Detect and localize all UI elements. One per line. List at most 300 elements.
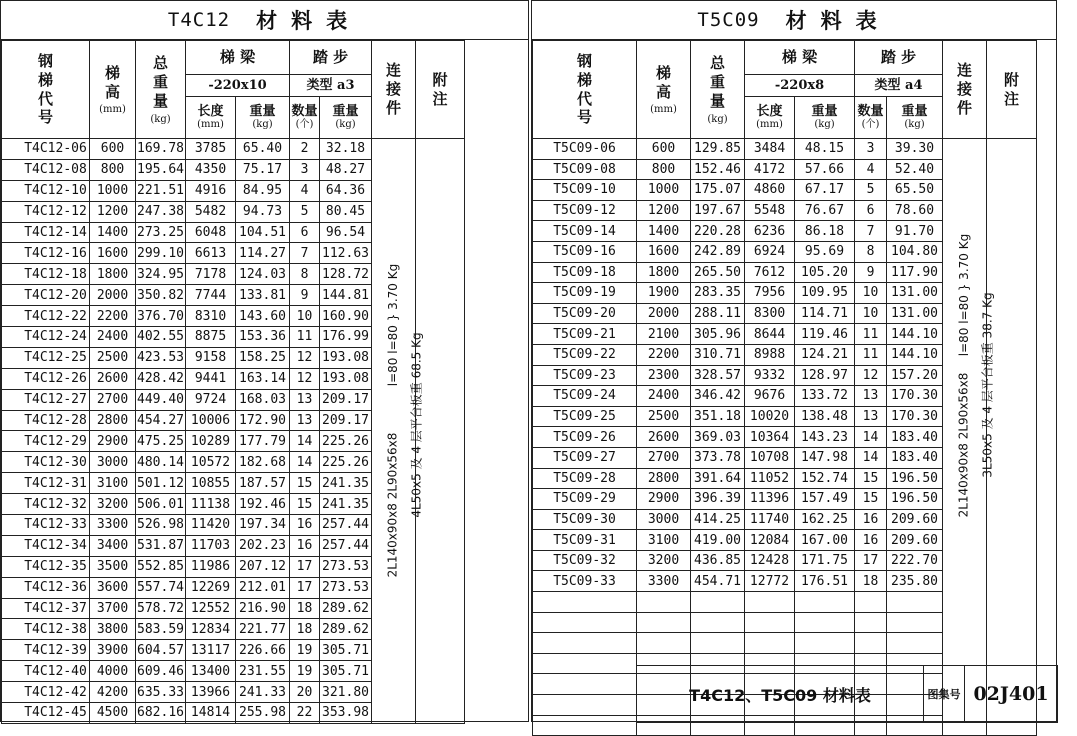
stair-code-cell: T4C12-12 [2,201,90,222]
value-cell: 310.71 [691,344,745,365]
value-cell: 1400 [637,221,691,242]
value-cell: 4500 [90,703,136,724]
value-cell: 209.60 [887,509,943,530]
col-steel-code-header [2,41,90,139]
value-cell: 160.90 [320,306,372,327]
value-cell: 94.73 [236,201,290,222]
value-cell: 158.25 [236,347,290,368]
value-cell: 3484 [745,139,795,160]
value-cell: 67.17 [795,180,855,201]
stair-code-cell: T4C12-24 [2,327,90,348]
value-cell: 163.14 [236,368,290,389]
value-cell: 2400 [90,327,136,348]
value-cell: 112.63 [320,243,372,264]
value-cell [691,633,745,654]
value-cell: 600 [90,139,136,160]
value-cell: 10006 [186,410,236,431]
value-cell: 17 [290,556,320,577]
note-header-char: 附 [432,70,448,89]
value-cell: 3300 [90,515,136,536]
beam-spec: -220x10 [186,75,290,97]
value-cell: 114.27 [236,243,290,264]
value-cell: 2400 [637,386,691,407]
value-cell: 76.67 [795,200,855,221]
value-cell: 273.53 [320,577,372,598]
value-cell [795,633,855,654]
value-cell: 7744 [186,285,236,306]
value-cell: 7956 [745,283,795,304]
stair-code-cell: T4C12-22 [2,306,90,327]
value-cell: 183.40 [887,427,943,448]
value-cell: 4000 [90,661,136,682]
left-material-table-panel [0,0,529,722]
beam-length-header-label: 长度 [756,104,783,119]
total-weight-header [710,54,725,110]
value-cell: 8644 [745,324,795,345]
stair-code-cell: T4C12-39 [2,640,90,661]
value-cell: 289.62 [320,619,372,640]
connector-spec-text: 2L140x90x8 2L90x56x8 [956,372,971,518]
value-cell: 96.54 [320,222,372,243]
left-table-title-cn: 材料表 [256,9,362,33]
value-cell: 16 [290,515,320,536]
value-cell: 241.33 [236,682,290,703]
value-cell: 241.35 [320,473,372,494]
value-cell: 171.75 [795,550,855,571]
value-cell: 475.25 [136,431,186,452]
value-cell: 131.00 [887,303,943,324]
stair-code-cell: T5C09-22 [533,344,637,365]
height-header [105,64,120,102]
value-cell: 396.39 [691,489,745,510]
value-cell: 18 [855,571,887,592]
stair-code-cell: T5C09-23 [533,365,637,386]
stair-code-cell: T5C09-28 [533,468,637,489]
connector-header-char: 连 [956,61,972,80]
value-cell: 557.74 [136,577,186,598]
value-cell: 2100 [637,324,691,345]
stair-code-cell: T5C09-21 [533,324,637,345]
value-cell: 124.21 [795,344,855,365]
value-cell: 119.46 [795,324,855,345]
steel-code-header-char: 代 [37,89,53,108]
value-cell: 133.72 [795,386,855,407]
value-cell: 373.78 [691,447,745,468]
value-cell: 526.98 [136,515,186,536]
value-cell: 2500 [637,406,691,427]
value-cell: 635.33 [136,682,186,703]
beam-group-header: 梯 梁 [186,41,290,75]
value-cell: 10364 [745,427,795,448]
value-cell: 195.64 [136,159,186,180]
value-cell: 144.10 [887,344,943,365]
value-cell: 2700 [637,447,691,468]
value-cell: 48.27 [320,159,372,180]
total-weight-unit: (kg) [150,113,171,125]
value-cell: 1800 [90,264,136,285]
value-cell: 235.80 [887,571,943,592]
stair-code-cell: T5C09-29 [533,489,637,510]
steel-code-header-char: 梯 [576,70,592,89]
stair-code-cell: T4C12-31 [2,473,90,494]
value-cell: 3100 [90,473,136,494]
value-cell: 3 [855,139,887,160]
stair-code-cell: T4C12-36 [2,577,90,598]
col-height-header [637,41,691,139]
note-header-char: 注 [1003,89,1019,108]
value-cell: 22 [290,703,320,724]
value-cell: 133.81 [236,285,290,306]
value-cell: 187.57 [236,473,290,494]
value-cell: 138.48 [795,406,855,427]
value-cell: 17 [290,577,320,598]
value-cell: 7178 [186,264,236,285]
value-cell: 16 [855,509,887,530]
value-cell: 3200 [637,550,691,571]
step-weight-header [887,97,943,139]
value-cell [855,592,887,613]
stair-code-cell: T4C12-18 [2,264,90,285]
value-cell: 15 [855,489,887,510]
value-cell: 1600 [637,241,691,262]
step-count-header [290,97,320,139]
value-cell: 2900 [637,489,691,510]
value-cell: 402.55 [136,327,186,348]
steel-code-header-char: 号 [576,108,592,127]
value-cell: 9441 [186,368,236,389]
value-cell: 202.23 [236,535,290,556]
beam-weight-header [236,97,290,139]
value-cell: 7 [290,243,320,264]
value-cell: 14 [855,427,887,448]
value-cell: 4200 [90,682,136,703]
note-header-char: 附 [1003,70,1019,89]
col-note-header [416,41,465,139]
right-table-title-cn: 材料表 [785,9,891,33]
left-table-code: T4C12 [167,9,231,31]
stair-code-cell: T5C09-14 [533,221,637,242]
value-cell: 2800 [90,410,136,431]
stair-code-cell: T5C09-10 [533,180,637,201]
beam-group-header: 梯 梁 [745,41,855,75]
value-cell: 170.30 [887,386,943,407]
stair-code-cell: T5C09-16 [533,241,637,262]
note-text: 3L50x5 及 4 层平台板重 38.7 Kg [980,292,995,478]
value-cell: 321.80 [320,682,372,703]
beam-weight-header-unit: (kg) [814,119,835,130]
value-cell: 221.51 [136,180,186,201]
stair-code-cell: T4C12-14 [2,222,90,243]
value-cell: 6924 [745,241,795,262]
value-cell: 800 [637,159,691,180]
value-cell [745,592,795,613]
note-cell [980,139,1037,736]
value-cell: 13 [290,410,320,431]
step-spec: 类型 a3 [290,75,372,97]
value-cell: 9724 [186,389,236,410]
col-steel-code-header [533,41,637,139]
connector-header-char: 件 [385,98,401,117]
value-cell [637,592,691,613]
steel-code-header-char: 梯 [37,70,53,89]
value-cell: 1900 [637,283,691,304]
value-cell: 11396 [745,489,795,510]
stair-code-cell: T4C12-38 [2,619,90,640]
value-cell: 57.66 [795,159,855,180]
value-cell: 9332 [745,365,795,386]
value-cell: 212.01 [236,577,290,598]
value-cell: 3785 [186,139,236,160]
stair-code-cell [533,695,637,716]
value-cell: 288.11 [691,303,745,324]
steel-code-header-char: 钢 [37,52,53,70]
value-cell: 506.01 [136,494,186,515]
value-cell: 78.60 [887,200,943,221]
col-connector-header [943,41,987,139]
value-cell: 12 [855,365,887,386]
value-cell: 2000 [637,303,691,324]
value-cell: 91.70 [887,221,943,242]
stair-code-cell: T4C12-27 [2,389,90,410]
step-count-header-unit: (个) [861,119,880,130]
value-cell: 299.10 [136,243,186,264]
height-unit: (mm) [99,104,126,116]
value-cell: 19 [290,661,320,682]
value-cell: 12552 [186,598,236,619]
value-cell: 305.71 [320,640,372,661]
value-cell: 3 [290,159,320,180]
value-cell [745,612,795,633]
value-cell: 3300 [637,571,691,592]
value-cell: 207.12 [236,556,290,577]
value-cell: 183.40 [887,447,943,468]
value-cell: 3200 [90,494,136,515]
value-cell: 9676 [745,386,795,407]
left-table-title [1,1,528,40]
value-cell: 75.17 [236,159,290,180]
total-weight-header-char: 总 [152,54,168,73]
stair-code-cell: T4C12-25 [2,347,90,368]
value-cell: 531.87 [136,535,186,556]
height-header-char: 高 [104,82,120,101]
height-header-char: 梯 [655,63,671,82]
value-cell: 16 [290,535,320,556]
total-weight-header-char: 重 [709,73,725,92]
value-cell: 152.74 [795,468,855,489]
value-cell: 423.53 [136,347,186,368]
col-total-weight-header [136,41,186,139]
value-cell: 2300 [637,365,691,386]
value-cell: 2200 [637,344,691,365]
value-cell: 11703 [186,535,236,556]
value-cell: 192.46 [236,494,290,515]
value-cell: 454.27 [136,410,186,431]
value-cell: 583.59 [136,619,186,640]
drawing-title-block [636,665,1058,723]
table-row [533,139,1037,160]
atlas-number-label: 图集号 [927,688,961,701]
value-cell: 4 [855,159,887,180]
value-cell: 4350 [186,159,236,180]
step-count-header-label: 数量 [291,104,318,119]
value-cell: 11 [855,324,887,345]
value-cell: 153.36 [236,327,290,348]
value-cell: 3600 [90,577,136,598]
total-weight-header-char: 量 [152,91,168,110]
value-cell: 12428 [745,550,795,571]
value-cell: 65.50 [887,180,943,201]
connector-header [957,61,972,117]
right-table-title [532,1,1056,40]
value-cell: 169.78 [136,139,186,160]
value-cell: 8875 [186,327,236,348]
steel-code-header-char: 钢 [576,52,592,70]
step-group-header: 踏 步 [855,41,943,75]
value-cell: 13 [855,386,887,407]
value-cell: 10 [290,306,320,327]
value-cell: 9158 [186,347,236,368]
value-cell: 124.03 [236,264,290,285]
note-cell [409,139,465,724]
value-cell [855,633,887,654]
value-cell: 428.42 [136,368,186,389]
connector-header [386,61,401,117]
step-group-header: 踏 步 [290,41,372,75]
value-cell: 1000 [90,180,136,201]
value-cell: 257.44 [320,535,372,556]
value-cell: 1200 [637,200,691,221]
value-cell: 12 [290,347,320,368]
stair-code-cell [533,612,637,633]
value-cell: 114.71 [795,303,855,324]
value-cell: 12084 [745,530,795,551]
stair-code-cell: T5C09-20 [533,303,637,324]
connector-length-text: l=80 l=80 } 3.70 Kg [386,263,401,387]
step-count-header [855,97,887,139]
value-cell: 11986 [186,556,236,577]
value-cell: 220.28 [691,221,745,242]
value-cell: 391.64 [691,468,745,489]
value-cell: 351.18 [691,406,745,427]
stair-code-cell: T4C12-29 [2,431,90,452]
value-cell: 13 [855,406,887,427]
value-cell: 209.17 [320,410,372,431]
value-cell: 501.12 [136,473,186,494]
value-cell [691,612,745,633]
atlas-number: 02J401 [973,683,1049,705]
right-table-code: T5C09 [697,9,760,31]
note-header [1004,71,1019,109]
stair-code-cell: T5C09-18 [533,262,637,283]
value-cell: 104.80 [887,241,943,262]
value-cell: 221.77 [236,619,290,640]
value-cell: 552.85 [136,556,186,577]
value-cell: 11 [290,327,320,348]
beam-spec: -220x8 [745,75,855,97]
value-cell: 273.25 [136,222,186,243]
value-cell: 157.20 [887,365,943,386]
value-cell: 193.08 [320,368,372,389]
value-cell: 3100 [637,530,691,551]
value-cell: 170.30 [887,406,943,427]
value-cell: 5 [290,201,320,222]
stair-code-cell: T5C09-25 [533,406,637,427]
right-material-table [532,40,1037,736]
stair-code-cell: T4C12-10 [2,180,90,201]
value-cell: 197.34 [236,515,290,536]
steel-code-header-char: 代 [576,89,592,108]
stair-code-cell: T4C12-42 [2,682,90,703]
header-row [533,41,1037,75]
value-cell: 15 [290,473,320,494]
value-cell: 2000 [90,285,136,306]
steel-code-header [577,52,592,127]
value-cell: 64.36 [320,180,372,201]
value-cell: 196.50 [887,489,943,510]
value-cell: 5 [855,180,887,201]
value-cell: 16 [855,530,887,551]
value-cell: 144.81 [320,285,372,306]
value-cell [887,592,943,613]
right-material-table-panel [531,0,1057,722]
connector-header-char: 接 [385,80,401,99]
value-cell: 3000 [637,509,691,530]
value-cell [691,592,745,613]
value-cell: 3000 [90,452,136,473]
total-weight-header-char: 总 [709,54,725,73]
value-cell: 20 [290,682,320,703]
value-cell: 209.60 [887,530,943,551]
beam-length-header-label: 长度 [197,104,224,119]
stair-code-cell: T5C09-08 [533,159,637,180]
stair-code-cell: T5C09-27 [533,447,637,468]
value-cell [745,633,795,654]
left-material-table [1,40,465,724]
beam-weight-header-label: 重量 [811,104,838,119]
stair-code-cell [533,715,637,736]
value-cell: 193.08 [320,347,372,368]
value-cell: 157.49 [795,489,855,510]
stair-code-cell: T4C12-40 [2,661,90,682]
step-weight-header-label: 重量 [332,104,359,119]
value-cell: 3400 [90,535,136,556]
stair-code-cell: T5C09-33 [533,571,637,592]
value-cell: 19 [290,640,320,661]
value-cell: 14 [290,452,320,473]
value-cell: 13966 [186,682,236,703]
note-header [432,71,447,109]
stair-code-cell: T5C09-32 [533,550,637,571]
value-cell: 1800 [637,262,691,283]
step-weight-header-label: 重量 [901,104,928,119]
total-weight-unit: (kg) [707,113,728,125]
value-cell: 353.98 [320,703,372,724]
stair-code-cell: T5C09-12 [533,200,637,221]
value-cell: 3900 [90,640,136,661]
value-cell: 95.69 [795,241,855,262]
stair-code-cell: T4C12-30 [2,452,90,473]
value-cell: 8 [855,241,887,262]
value-cell: 11138 [186,494,236,515]
value-cell: 17 [855,550,887,571]
value-cell: 15 [290,494,320,515]
value-cell: 176.51 [795,571,855,592]
beam-length-header-unit: (mm) [756,119,783,130]
value-cell: 13400 [186,661,236,682]
value-cell: 52.40 [887,159,943,180]
connector-spec-text: 2L140x90x8 2L90x56x8 [385,432,400,578]
value-cell: 5548 [745,200,795,221]
